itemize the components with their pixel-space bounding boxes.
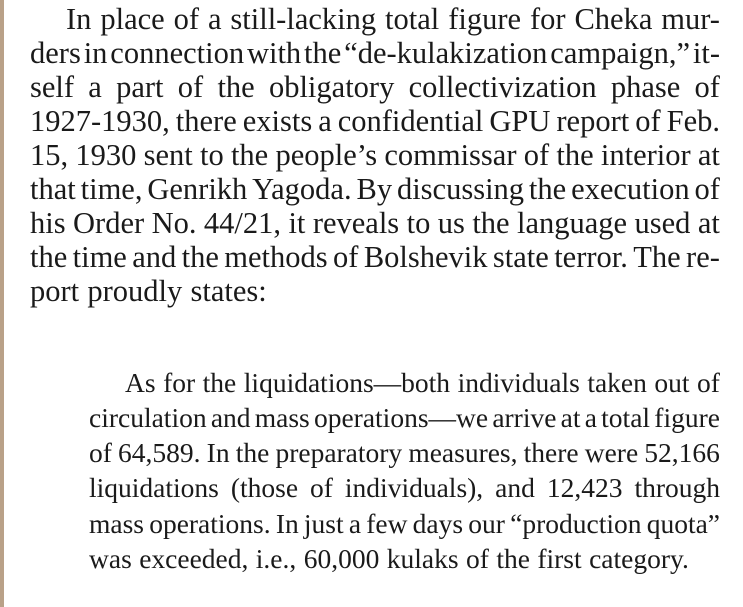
paragraph-line: 15, 1930 sent to the people’s commissar of the interior at <box>30 138 720 172</box>
quote-line: As for the liquidations—both individuals taken out of <box>125 367 720 398</box>
paragraph-line: self a part of the obligatory collectivization phase of <box>30 70 720 104</box>
paragraph-line: port proudly states: <box>30 274 267 308</box>
paragraph-line: that time, Genrikh Yagoda. By discussing the execution of <box>30 172 720 206</box>
quote-line: mass operations. In just a few days our “production quota” <box>89 508 720 539</box>
paragraph-line: In place of a still-lacking total figure for Cheka mur- <box>66 2 720 36</box>
paragraph-line: his Order No. 44/21, it reveals to us the language used at <box>30 206 720 240</box>
quote-line: liquidations (those of individuals), and 12,423 through <box>89 472 720 503</box>
quote-line: of 64,589. In the preparatory measures, there were 52,166 <box>89 437 720 468</box>
quote-line: was exceeded, i.e., 60,000 kulaks of the first category. <box>89 543 689 574</box>
quote-line: circulation and mass operations—we arrive at a total figure <box>89 402 720 433</box>
paragraph-line: ders in connection with the “de-kulakization campaign,” it- <box>30 36 720 70</box>
paragraph-line: 1927-1930, there exists a confidential GPU report of Feb. <box>30 104 720 138</box>
paragraph-line: the time and the methods of Bolshevik state terror. The re- <box>30 240 720 274</box>
